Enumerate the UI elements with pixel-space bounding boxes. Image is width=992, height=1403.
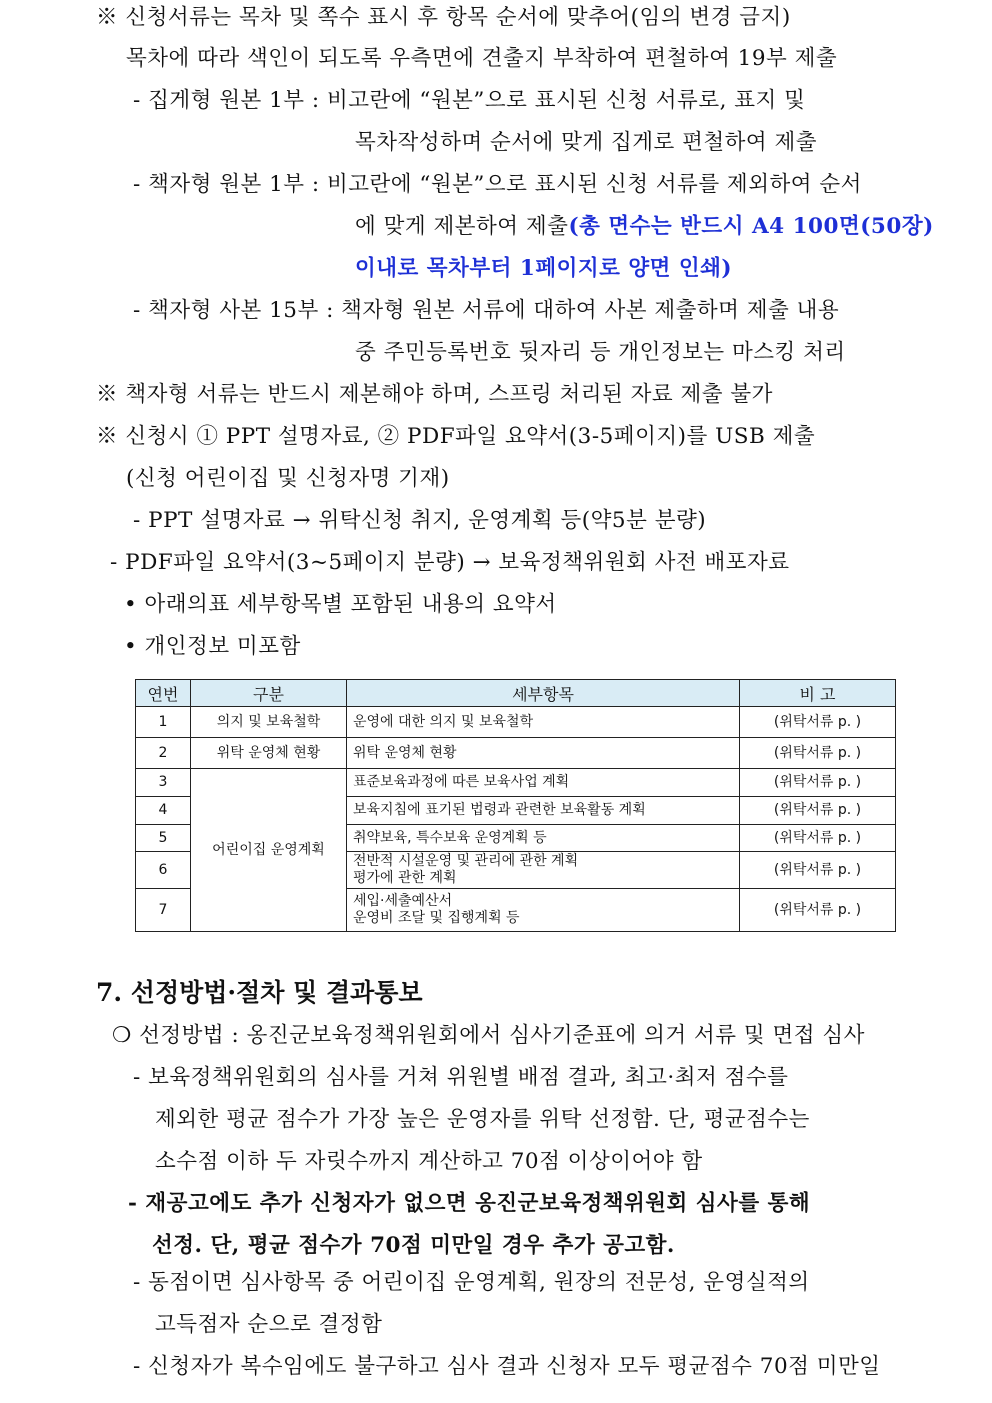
section-line-bold: 선정. 단, 평균 점수가 70점 미만일 경우 추가 공고함. bbox=[152, 1233, 675, 1258]
cell-item-line: 운영비 조달 및 집행계획 등 bbox=[353, 910, 520, 926]
note-line: 목차작성하며 순서에 맞게 집게로 편철하여 제출 bbox=[355, 130, 818, 155]
note-line: 중 주민등록번호 뒷자리 등 개인정보는 마스킹 처리 bbox=[355, 340, 846, 365]
table-header: 비 고 bbox=[740, 680, 896, 707]
cell-note: (위탁서류 p. ) bbox=[740, 889, 896, 932]
note-line: - PDF파일 요약서(3~5페이지 분량) → 보육정책위원회 사전 배포자료 bbox=[110, 550, 790, 575]
note-highlight: (총 면수는 반드시 A4 100면(50장) bbox=[568, 214, 934, 239]
note-line: - 책자형 사본 15부 : 책자형 원본 서류에 대하여 사본 제출하며 제출 내용 bbox=[133, 298, 840, 323]
cell-item: 취약보육, 특수보육 운영계획 등 bbox=[347, 825, 740, 852]
cell-note: (위탁서류 p. ) bbox=[740, 825, 896, 852]
cell-no: 5 bbox=[136, 825, 191, 852]
section-line: 고득점자 순으로 결정함 bbox=[155, 1312, 383, 1337]
section-line: 제외한 평균 점수가 가장 높은 운영자를 위탁 선정함. 단, 평균점수는 bbox=[155, 1107, 810, 1132]
bullet-line: • 개인정보 미포함 bbox=[124, 634, 301, 659]
note-line: - PPT 설명자료 → 위탁신청 취지, 운영계획 등(약5분 분량) bbox=[133, 508, 707, 533]
table-header: 세부항목 bbox=[347, 680, 740, 707]
section-line: - 동점이면 심사항목 중 어린이집 운영계획, 원장의 전문성, 운영실적의 bbox=[133, 1270, 810, 1295]
note-line: - 집게형 원본 1부 : 비고란에 “원본”으로 표시된 신청 서류로, 표지 및 bbox=[133, 88, 806, 113]
cell-no: 2 bbox=[136, 738, 191, 769]
section-heading: 7. 선정방법·절차 및 결과통보 bbox=[96, 978, 423, 1007]
cell-note: (위탁서류 p. ) bbox=[740, 769, 896, 797]
table-header: 구분 bbox=[191, 680, 347, 707]
table-row bbox=[136, 769, 896, 797]
note-line: 목차에 따라 색인이 되도록 우측면에 견출지 부착하여 편철하여 19부 제출 bbox=[126, 46, 838, 71]
note-text: 에 맞게 제본하여 제출 bbox=[355, 214, 569, 239]
section-line: ❍ 선정방법 : 옹진군보육정책위원회에서 심사기준표에 의거 서류 및 면접 심사 bbox=[112, 1023, 865, 1048]
section-line: - 신청자가 복수임에도 불구하고 심사 결과 신청자 모두 평균점수 70점 미만일 bbox=[133, 1354, 881, 1379]
cell-category: 어린이집 운영계획 bbox=[191, 769, 347, 932]
note-line: ※ 책자형 서류는 반드시 제본해야 하며, 스프링 처리된 자료 제출 불가 bbox=[96, 382, 773, 407]
note-highlight: 이내로 목차부터 1페이지로 양면 인쇄) bbox=[355, 256, 733, 281]
cell-item-line: 전반적 시설운영 및 관리에 관한 계획 bbox=[353, 853, 579, 869]
note-line: ※ 신청서류는 목차 및 쪽수 표시 후 항목 순서에 맞추어(임의 변경 금지) bbox=[96, 5, 791, 30]
cell-no: 6 bbox=[136, 852, 191, 889]
bullet-line: • 아래의표 세부항목별 포함된 내용의 요약서 bbox=[124, 592, 557, 617]
cell-category: 의지 및 보육철학 bbox=[191, 707, 347, 738]
table-header: 연번 bbox=[136, 680, 191, 707]
note-line: ※ 신청시 ① PPT 설명자료, ② PDF파일 요약서(3-5페이지)를 USB 제출 bbox=[96, 424, 816, 449]
section-line: 소수점 이하 두 자릿수까지 계산하고 70점 이상이어야 함 bbox=[155, 1149, 703, 1174]
cell-item: 보육지침에 표기된 법령과 관련한 보육활동 계획 bbox=[347, 797, 740, 825]
cell-note: (위탁서류 p. ) bbox=[740, 852, 896, 889]
table-row bbox=[136, 707, 896, 738]
cell-no: 3 bbox=[136, 769, 191, 797]
cell-no: 7 bbox=[136, 889, 191, 932]
cell-category: 위탁 운영체 현황 bbox=[191, 738, 347, 769]
cell-no: 1 bbox=[136, 707, 191, 738]
table-header-row bbox=[136, 680, 896, 707]
cell-item: 위탁 운영체 현황 bbox=[347, 738, 740, 769]
note-line: (신청 어린이집 및 신청자명 기재) bbox=[126, 466, 450, 491]
cell-note: (위탁서류 p. ) bbox=[740, 738, 896, 769]
cell-item bbox=[347, 889, 740, 932]
cell-no: 4 bbox=[136, 797, 191, 825]
cell-item: 표준보육과정에 따른 보육사업 계획 bbox=[347, 769, 740, 797]
cell-note: (위탁서류 p. ) bbox=[740, 707, 896, 738]
note-line bbox=[355, 212, 934, 242]
section-line: - 보육정책위원회의 심사를 거쳐 위원별 배점 결과, 최고·최저 점수를 bbox=[133, 1065, 789, 1090]
cell-item bbox=[347, 852, 740, 889]
document-table bbox=[135, 679, 896, 932]
cell-item-line: 평가에 관한 계획 bbox=[353, 870, 457, 886]
cell-item-line: 세입·세출예산서 bbox=[353, 893, 453, 909]
section-line-bold: - 재공고에도 추가 신청자가 없으면 옹진군보육정책위원회 심사를 통해 bbox=[128, 1191, 811, 1216]
note-line: - 책자형 원본 1부 : 비고란에 “원본”으로 표시된 신청 서류를 제외하여 순서 bbox=[133, 172, 862, 197]
table-row bbox=[136, 738, 896, 769]
cell-item: 운영에 대한 의지 및 보육철학 bbox=[347, 707, 740, 738]
cell-note: (위탁서류 p. ) bbox=[740, 797, 896, 825]
